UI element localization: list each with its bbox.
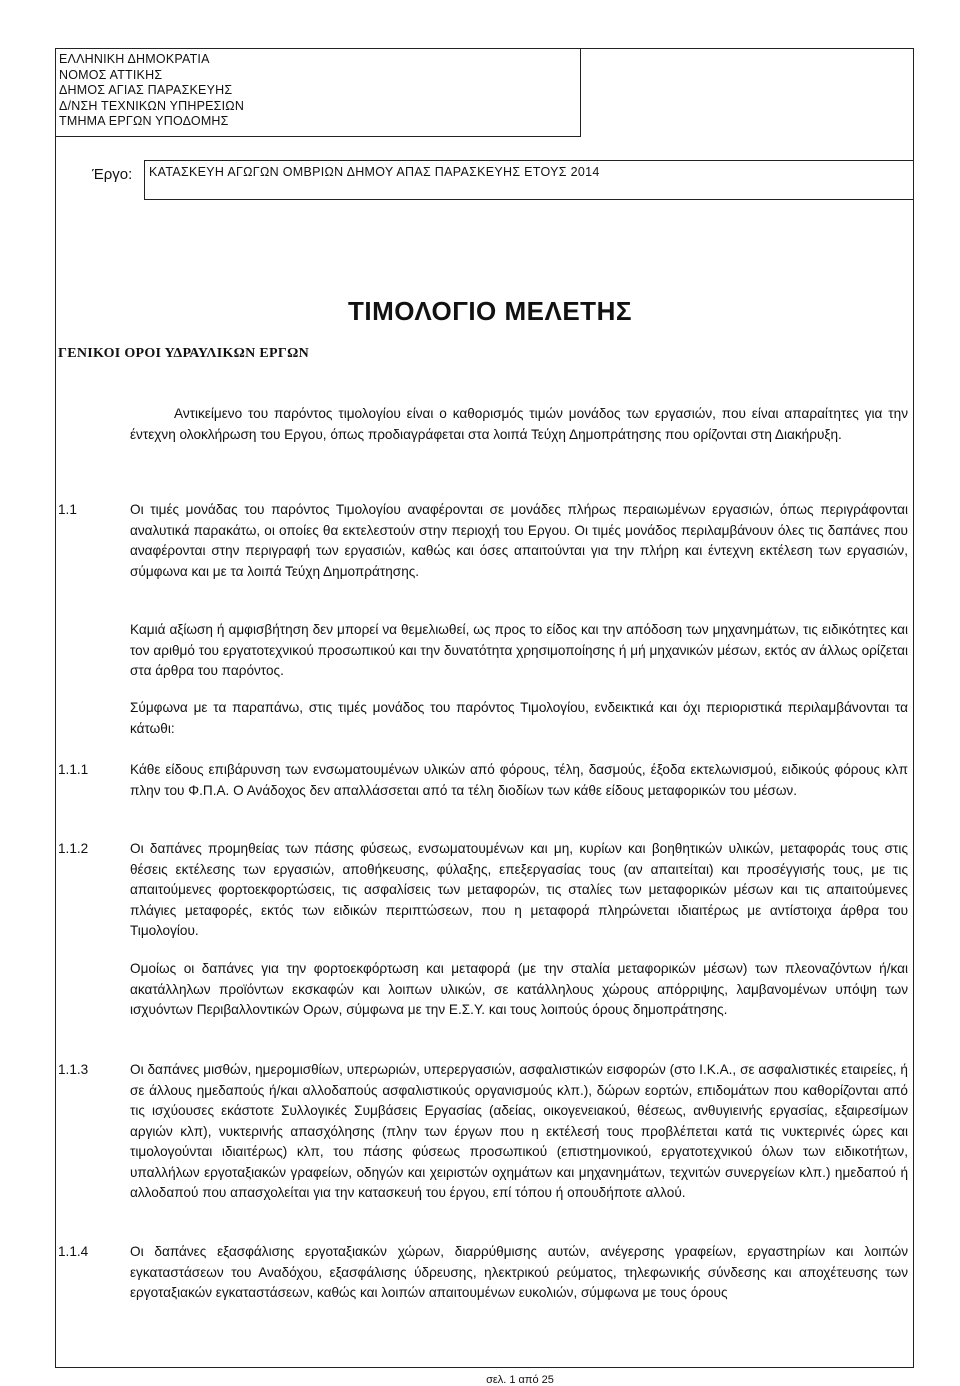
paragraph-1-1-2: Οι δαπάνες προμηθείας των πάσης φύσεως, ενσωματουμένων και μη, κυρίων και βοηθητικών υλικών, μεταφοράς τους στις θέσεις εκτέλεσης των εργασιών, αποθήκευσης, φύλαξης, επεξεργασίας τους (αν απαιτείται) και προσέγγισής τους, με τις απαιτούμενες φορτοεκφορτώσεις, τις ασφαλίσεις των μεταφορών, τις σταλίες των μεταφορικών μέσων και τις απαιτούμενες πλάγιες μεταφορές, εκτός των ειδικών περιπτώσεων, που η μεταφορά πληρώνεται ιδιαιτέρως με αντίστοιχα άρθρα του Τιμολογίου. — [130, 841, 908, 938]
header-line: Δ/ΝΣΗ ΤΕΧΝΙΚΩΝ ΥΠΗΡΕΣΙΩΝ — [59, 98, 245, 113]
project-title: ΚΑΤΑΣΚΕΥΗ ΑΓΩΓΩΝ ΟΜΒΡΙΩΝ ΔΗΜΟΥ ΑΠΑΣ ΠΑΡΑΣΚΕΥΗΣ ΕΤΟΥΣ 2014 — [144, 160, 914, 200]
paragraph-intro: Αντικείμενο του παρόντος τιμολογίου είναι ο καθορισμός τιμών μονάδος των εργασιών, που είναι απαραίτητες για την έντεχνη ολοκλήρωση του Εργου, όπως προδιαγράφεται στα λοιπά Τεύχη Δημοπράτησης που ορίζονται στη Διακήρυξη. — [130, 406, 908, 442]
clause-number: 1.1.4 — [58, 1244, 89, 1259]
header-line: ΝΟΜΟΣ ΑΤΤΙΚΗΣ — [59, 67, 163, 82]
document-title: ΤΙΜΟΛΟΓΙΟ ΜΕΛΕΤΗΣ — [348, 296, 632, 326]
paragraph-1-1-2-b: Ομοίως οι δαπάνες για την φορτοεκφόρτωση και μεταφορά (με την σταλία μεταφορικών μέσων) των πλεοναζόντων ή/και ακατάλληλων προϊόντων εκσκαφών και λοιπων υλικών, σε κατάλληλους χώρους απόρριψης, λαμβανομένων υπόψη των ισχυόντων Περιβαλλοντικών Ορων, σύμφωνα με την Ε.Σ.Υ. και τους λοιπούς όρους δημοπράτησης. — [130, 961, 908, 1017]
clause-number: 1.1 — [58, 502, 77, 517]
paragraph-1-1-1: Κάθε είδους επιβάρυνση των ενσωματουμένων υλικών από φόρους, τέλη, δασμούς, έξοδα εκτελωνισμού, ειδικούς φόρους κλπ πλην του Φ.Π.Α. Ο Ανάδοχος δεν απαλλάσσεται από τα τέλη διοδίων των κάθε είδους μεταφορικών του μέσων. — [130, 762, 908, 798]
header-line: ΕΛΛΗΝΙΚΗ ΔΗΜΟΚΡΑΤΙΑ — [59, 52, 210, 66]
header-line: ΔΗΜΟΣ ΑΓΙΑΣ ΠΑΡΑΣΚΕΥΗΣ — [59, 83, 233, 97]
paragraph-1-1-b: Καμιά αξίωση ή αμφισβήτηση δεν μπορεί να θεμελιωθεί, ως προς το είδος και την απόδοση των μηχανημάτων, τις ειδικότητες και τον αριθμό του εργατοτεχνικού προσωπικού και την δυνατότητα χρησιμοποίησης ή μή μηχανικών μέσων, εκτός αν άλλως ορίζεται στα άρθρα του παρόντος. — [130, 622, 908, 678]
paragraph-1-1-c: Σύμφωνα με τα παραπάνω, στις τιμές μονάδος του παρόντος Τιμολογίου, ενδεικτικά και όχι περιοριστικά περιλαμβάνονται τα κάτωθι: — [130, 700, 908, 736]
page-number: σελ. 1 από 25 — [486, 1374, 554, 1386]
section-heading: ΓΕΝΙΚΟΙ ΟΡΟΙ ΥΔΡΑΥΛΙΚΩΝ ΕΡΓΩΝ — [58, 346, 310, 361]
clause-number: 1.1.3 — [58, 1062, 89, 1077]
paragraph-1-1-3: Οι δαπάνες μισθών, ημερομισθίων, υπερωριών, υπερεργασιών, ασφαλιστικών εισφορών (στο Ι.Κ.Α., σε ασφαλιστικές εταιρείες, ή σε άλλους ημεδαπούς ή/και αλλοδαπούς ασφαλιστικούς οργανισμούς κλπ.), δώρων εορτών, επιδομάτων που καθορίζονται από τις ισχύουσες εκάστοτε Συλλογικές Συμβάσεις Εργασίας (αδείας, οικογενειακού, θέσεως, ανθυγιεινής εργασίας, εξαιρεσίμων αργιών κλπ), νυκτερινής απασχόλησης (πλην των έργων που η εκτέλεσή τους προβλέπεται κατά τις νυκτερινές ώρες και τιμολογούνται ιδιαιτέρως) κλπ, του πάσης φύσεως προσωπικού (επιστημονικού, εργατοτεχνικού όλων των ειδικοτήτων, υπαλλήλων εργοταξιακών γραφείων, οδηγών και χειριστών οχημάτων και μηχανημάτων, τεχνιτών συνεργείων κλπ.) ημεδαπού ή αλλοδαπού που απασχολείται για την κατασκευή του έργου, επί τόπου ή οπουδήποτε αλλού. — [130, 1062, 908, 1200]
project-label: Έργο: — [92, 166, 133, 183]
clause-number: 1.1.2 — [58, 841, 89, 856]
paragraph-1-1-4: Οι δαπάνες εξασφάλισης εργοταξιακών χώρων, διαρρύθμισης αυτών, ανέγερσης γραφείων, εργαστηρίων και λοιπών εγκαταστάσεων του Αναδόχου, εξασφάλισης ύδρευσης, ηλεκτρικού ρεύματος, τηλεφωνικής σύνδεσης και αποχέτευσης των εργοταξιακών εγκαταστάσεων, καθώς και λοιπών απαιτουμένων ευκολιών, σύμφωνα με τους όρους — [130, 1244, 908, 1300]
clause-number: 1.1.1 — [58, 762, 89, 777]
paragraph-1-1: Οι τιμές μονάδας του παρόντος Τιμολογίου αναφέρονται σε μονάδες πλήρως περαιωμένων εργασιών, όπως περιγράφονται αναλυτικά παρακάτω, οι οποίες θα εκτελεστούν στην περιοχή του Εργου. Οι τιμές μονάδος περιλαμβάνουν όλες τις δαπάνες που αναφέρονται στην περιγραφή των εργασιών, καθώς και όσες απαιτούνται για την πλήρη και έντεχνη εκτέλεση των εργασιών, σύμφωνα και με τα λοιπά Τεύχη Δημοπράτησης. — [130, 502, 908, 579]
authority-header — [55, 48, 581, 137]
header-line: ΤΜΗΜΑ ΕΡΓΩΝ ΥΠΟΔΟΜΗΣ — [59, 114, 229, 128]
